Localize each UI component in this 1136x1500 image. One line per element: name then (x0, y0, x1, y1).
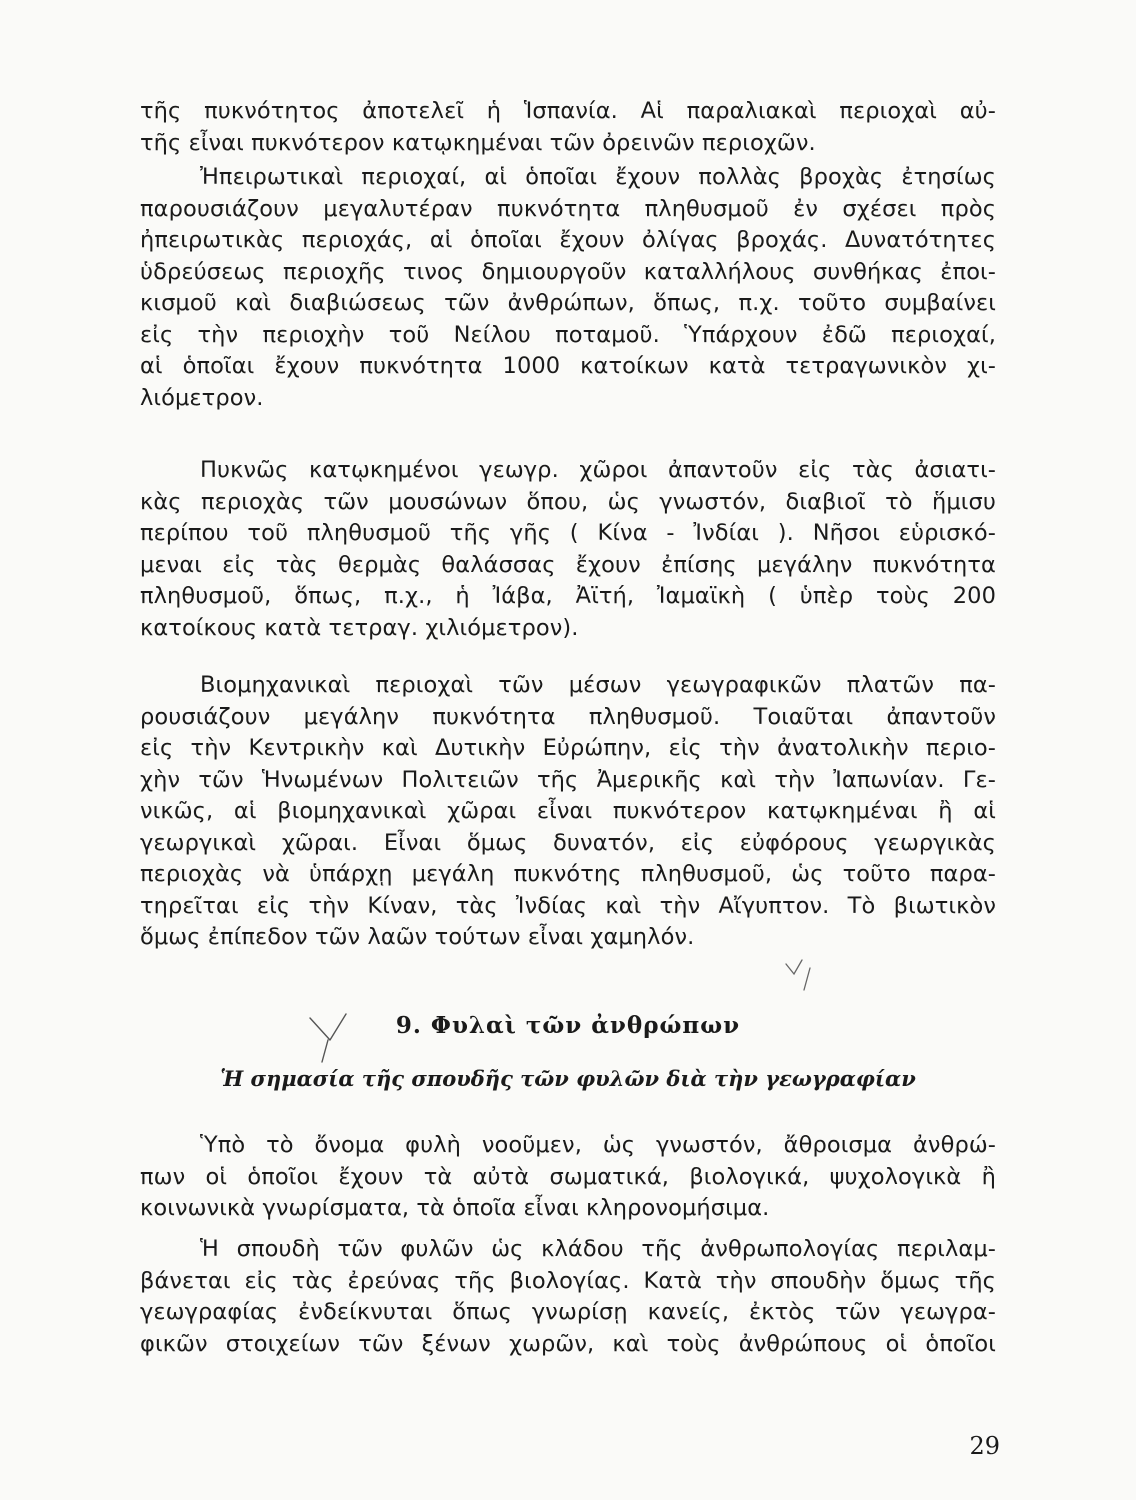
text-line: κοινωνικὰ γνωρίσματα, τὰ ὁποῖα εἶναι κληρονομήσιμα. (140, 1195, 770, 1221)
page-number: 29 (969, 1432, 1000, 1460)
text-line: βάνεται εἰς τὰς ἐρεύνας τῆς βιολογίας. Κατὰ τὴν σπουδὴν ὅμως τῆς (140, 1267, 996, 1294)
paragraph-race-study (140, 1234, 996, 1360)
text-line: εἰς τὴν περιοχὴν τοῦ Νείλου ποταμοῦ. Ὑπάρχουν ἐδῶ περιοχαί, (140, 321, 996, 348)
paragraph-continuation (140, 96, 996, 159)
text-line: κισμοῦ καὶ διαβιώσεως τῶν ἀνθρώπων, ὅπως, π.χ. τοῦτο συμβαίνει (140, 290, 996, 316)
subsection-title: Ἡ σημασία τῆς σπουδῆς τῶν φυλῶν διὰ τὴν γεωγραφίαν (220, 1066, 916, 1091)
text-line: ὑδρεύσεως περιοχῆς τινος δημιουργοῦν καταλλήλους συνθήκας ἐποι- (140, 258, 996, 285)
text-line: περιοχὰς νὰ ὑπάρχῃ μεγάλη πυκνότης πληθυσμοῦ, ὡς τοῦτο παρα- (140, 861, 996, 887)
text-line: τηρεῖται εἰς τὴν Κίναν, τὰς Ἰνδίας καὶ τὴν Αἴγυπτον. Τὸ βιωτικὸν (140, 892, 996, 919)
text-line: γεωγραφίας ἐνδείκνυται ὅπως γνωρίσῃ κανείς, ἐκτὸς τῶν γεωγρα- (140, 1299, 996, 1325)
text-line: Βιομηχανικαὶ περιοχαὶ τῶν μέσων γεωγραφικῶν πλατῶν πα- (200, 672, 996, 698)
text-line: μεναι εἰς τὰς θερμὰς θαλάσσας ἔχουν ἐπίσης μεγάλην πυκνότητα (140, 551, 996, 578)
paragraph-industrial-regions (140, 670, 996, 954)
paragraph-race-definition (140, 1130, 996, 1225)
text-line: παρουσιάζουν μεγαλυτέραν πυκνότητα πληθυσμοῦ ἐν σχέσει πρὸς (140, 195, 996, 222)
paragraph-densely-populated (140, 455, 996, 644)
text-line: Ὑπὸ τὸ ὄνομα φυλὴ νοοῦμεν, ὡς γνωστόν, ἄθροισμα ἀνθρώ- (200, 1132, 996, 1158)
text-line: γεωργικαὶ χῶραι. Εἶναι ὅμως δυνατόν, εἰς εὐφόρους γεωργικὰς (140, 829, 996, 856)
text-line: τῆς πυκνότητος ἀποτελεῖ ἡ Ἱσπανία. Αἱ παραλιακαὶ περιοχαὶ αὐ- (140, 98, 996, 124)
text-line: πων οἱ ὁποῖοι ἔχουν τὰ αὐτὰ σωματικά, βιολογικά, ψυχολογικὰ ἢ (140, 1163, 996, 1190)
text-line: κὰς περιοχὰς τῶν μουσώνων ὅπου, ὡς γνωστόν, διαβιοῖ τὸ ἥμισυ (140, 488, 996, 515)
pencil-tick-mark (780, 950, 820, 1000)
text-line: ἠπειρωτικὰς περιοχάς, αἱ ὁποῖαι ἔχουν ὀλίγας βροχάς. Δυνατότητες (140, 227, 996, 253)
text-line: περίπου τοῦ πληθυσμοῦ τῆς γῆς ( Κίνα - Ἰνδίαι ). Νῆσοι εὑρισκό- (140, 520, 996, 546)
text-line: νικῶς, αἱ βιομηχανικαὶ χῶραι εἶναι πυκνότερον κατῳκημέναι ἢ αἱ (140, 798, 996, 824)
text-line: τῆς εἶναι πυκνότερον κατῳκημέναι τῶν ὀρεινῶν περιοχῶν. (140, 129, 816, 156)
text-line: εἰς τὴν Κεντρικὴν καὶ Δυτικὴν Εὐρώπην, εἰς τὴν ἀνατολικὴν περιο- (140, 735, 996, 761)
text-line: αἱ ὁποῖαι ἔχουν πυκνότητα 1000 κατοίκων κατὰ τετραγωνικὸν χι- (140, 353, 996, 379)
text-line: φικῶν στοιχείων τῶν ξένων χωρῶν, καὶ τοὺς ἀνθρώπους οἱ ὁποῖοι (140, 1330, 996, 1357)
text-line: κατοίκους κατὰ τετραγ. χιλιόμετρον). (140, 614, 579, 641)
text-line: Ἡ σπουδὴ τῶν φυλῶν ὡς κλάδου τῆς ἀνθρωπολογίας περιλαμ- (200, 1236, 996, 1262)
text-line: ρουσιάζουν μεγάλην πυκνότητα πληθυσμοῦ. Τοιαῦται ἀπαντοῦν (140, 703, 996, 730)
text-line: πληθυσμοῦ, ὅπως, π.χ., ἡ Ἰάβα, Ἀϊτή, Ἰαμαϊκὴ ( ὑπὲρ τοὺς 200 (140, 583, 996, 609)
section-title: 9. Φυλαὶ τῶν ἀνθρώπων (395, 1012, 741, 1039)
text-line: λιόμετρον. (140, 384, 264, 411)
paragraph-continental-regions (140, 162, 996, 414)
text-line: ὅμως ἐπίπεδον τῶν λαῶν τούτων εἶναι χαμηλόν. (140, 924, 695, 950)
text-line: χὴν τῶν Ἡνωμένων Πολιτειῶν τῆς Ἀμερικῆς καὶ τὴν Ἰαπωνίαν. Γε- (140, 766, 996, 793)
text-line: Πυκνῶς κατῳκημένοι γεωγρ. χῶροι ἀπαντοῦν εἰς τὰς ἀσιατι- (200, 457, 996, 483)
text-line: Ἠπειρωτικαὶ περιοχαί, αἱ ὁποῖαι ἔχουν πολλὰς βροχὰς ἐτησίως (200, 164, 996, 190)
